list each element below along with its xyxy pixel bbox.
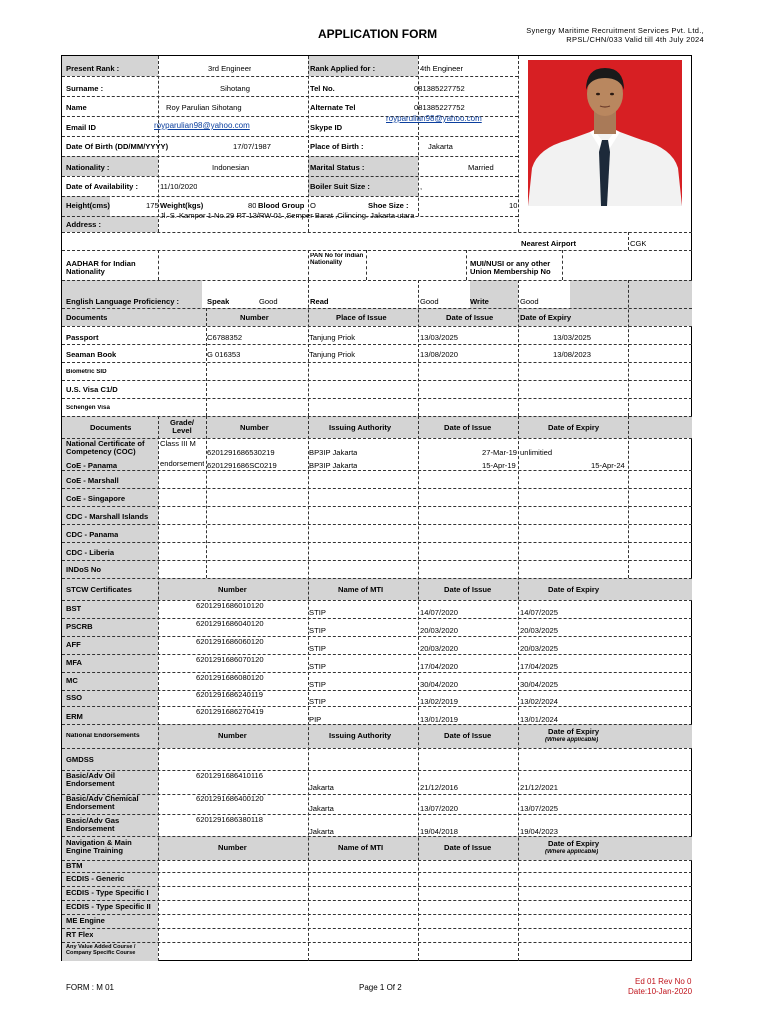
stcw-row-mti: STIP [309, 663, 326, 671]
rank-applied-value: 4th Engineer [420, 65, 464, 73]
nat-header-expiry: Date of Expiry [548, 728, 600, 736]
doc-row-name: Seaman Book [66, 351, 117, 359]
doc-row-number: G 016353 [207, 351, 241, 359]
doc-row-place: Tanjung Priok [309, 334, 356, 342]
pob-value: Jakarta [428, 143, 453, 151]
shoe-label: Shoe Size : [368, 202, 409, 210]
coc-row-grade: Class III M [160, 440, 196, 448]
company-name: Synergy Maritime Recruitment Services Pvt. Ltd., [526, 26, 704, 35]
stcw-row-number: 6201291686040120 [196, 620, 264, 628]
person-photo-icon [528, 60, 682, 206]
alt-tel-value: 081385227752 [414, 104, 465, 112]
doc-row-issue: 13/08/2020 [420, 351, 459, 359]
stcw-row-number: 6201291686010120 [196, 602, 264, 610]
nat-row-authority: Jakarta [309, 805, 334, 813]
stcw-row-expiry: 20/03/2025 [520, 627, 559, 635]
doc-row-name: Biometric SID [66, 369, 107, 375]
nationality-value: Indonesian [212, 164, 250, 172]
stcw-row-issue: 20/03/2020 [420, 645, 459, 653]
train-row-name: ECDIS - Type Specific II [66, 903, 151, 911]
nat-row-expiry: 19/04/2023 [520, 828, 559, 836]
coc-row-name: National Certificate of Competency (COC) [66, 440, 145, 457]
doc-header-issue: Date of Issue [446, 314, 494, 322]
aadhar-label: AADHAR for Indian Nationality [66, 260, 136, 277]
stcw-row-expiry: 14/07/2025 [520, 609, 559, 617]
nat-row-issue: 21/12/2016 [420, 784, 459, 792]
blood-value: O [310, 202, 316, 210]
train-row-name: ECDIS - Type Specific I [66, 889, 149, 897]
stcw-row-number: 6201291686270419 [196, 708, 264, 716]
stcw-row-expiry: 30/04/2025 [520, 681, 559, 689]
form-title: APPLICATION FORM [318, 27, 438, 41]
doc-row-expiry: 13/08/2023 [553, 351, 592, 359]
read-label: Read [310, 298, 329, 306]
doc-header-place: Place of Issue [336, 314, 387, 322]
nat-row-name: GMDSS [66, 756, 94, 764]
availability-value: 11/10/2020 [160, 183, 198, 191]
stcw-row-name: AFF [66, 641, 81, 649]
write-label: Write [470, 298, 489, 306]
stcw-row-name: MFA [66, 659, 83, 667]
nat-row-expiry: 21/12/2021 [520, 784, 559, 792]
coc-row-grade: endorsement [160, 460, 205, 468]
stcw-row-issue: 13/01/2019 [420, 716, 459, 724]
stcw-row-mti: STIP [309, 681, 326, 689]
speak-value: Good [259, 298, 278, 306]
stcw-row-name: PSCRB [66, 623, 93, 631]
speak-label: Speak [207, 298, 230, 306]
alt-tel-label: Alternate Tel [310, 104, 356, 112]
train-header-expiry: Date of Expiry [548, 840, 600, 848]
height-value: 175 [146, 202, 159, 210]
train-header-mti: Name of MTI [338, 844, 384, 852]
stcw-row-mti: PIP [309, 716, 322, 724]
skype-label: Skype ID [310, 124, 343, 132]
pan-label: PAN No for Indian Nationality [310, 253, 364, 266]
stcw-header-issue: Date of Issue [444, 586, 492, 594]
email-link[interactable]: royparulian98@yahoo.com [154, 122, 250, 130]
stcw-row-name: MC [66, 677, 78, 685]
doc-header-expiry: Date of Expiry [520, 314, 572, 322]
stcw-row-issue: 17/04/2020 [420, 663, 459, 671]
stcw-row-number: 6201291686070120 [196, 656, 264, 664]
coc-row-expiry: unlimitied [520, 449, 553, 457]
applicant-photo [528, 60, 682, 206]
stcw-row-name: SSO [66, 694, 83, 702]
coc-row-authority: BP3IP Jakarta [309, 462, 358, 470]
rpsl-number: RPSL/CHN/033 Valid till 4th July 2024 [566, 35, 704, 44]
form-number: FORM : M 01 [66, 983, 115, 992]
nat-row-name: Basic/Adv Gas Endorsement [66, 817, 120, 834]
stcw-row-mti: STIP [309, 645, 326, 653]
read-value: Good [420, 298, 439, 306]
write-value: Good [520, 298, 539, 306]
nat-header-name: National Endorsements [66, 733, 140, 739]
nat-header-authority: Issuing Authority [329, 732, 392, 740]
marital-label: Marital Status : [310, 164, 365, 172]
email-label: Email ID [66, 124, 96, 132]
nat-row-authority: Jakarta [309, 828, 334, 836]
nat-row-number: 6201291686410116 [196, 772, 264, 780]
coc-header-number: Number [240, 424, 269, 432]
train-row-name: ME Engine [66, 917, 105, 925]
coc-header-issue: Date of Issue [444, 424, 492, 432]
nat-row-number: 6201291686400120 [196, 795, 264, 803]
stcw-row-mti: STIP [309, 627, 326, 635]
coc-row-name: INDoS No [66, 566, 102, 574]
coc-header-authority: Issuing Authority [329, 424, 392, 432]
name-value: Roy Parulian Sihotang [166, 104, 242, 112]
doc-row-number: C6788352 [207, 334, 243, 342]
skype-link[interactable]: royparulian98@yahoo.com [386, 115, 482, 123]
coc-row-name: CoE - Singapore [66, 495, 126, 503]
train-row-name: BTM [66, 862, 83, 870]
train-row-name: ECDIS - Generic [66, 875, 125, 883]
surname-value: Sihotang [220, 85, 250, 93]
doc-row-name: Passport [66, 334, 99, 342]
airport-value: CGK [630, 240, 647, 248]
train-header-name: Navigation & Main Engine Training [66, 839, 132, 856]
doc-header-name: Documents [66, 314, 108, 322]
boiler-label: Boiler Suit Size : [310, 183, 370, 191]
address-label: Address : [66, 221, 102, 229]
doc-row-expiry: 13/03/2025 [553, 334, 592, 342]
surname-label: Surname : [66, 85, 104, 93]
nat-header-issue: Date of Issue [444, 732, 492, 740]
doc-row-name: U.S. Visa C1/D [66, 386, 118, 394]
pob-label: Place of Birth : [310, 143, 364, 151]
nat-row-name: Basic/Adv Chemical Endorsement [66, 795, 139, 812]
stcw-row-name: ERM [66, 713, 83, 721]
nat-row-name: Basic/Adv Oil Endorsement [66, 772, 115, 789]
stcw-row-expiry: 20/03/2025 [520, 645, 559, 653]
present-rank-label: Present Rank : [66, 65, 120, 73]
nat-row-expiry: 13/07/2025 [520, 805, 559, 813]
nat-row-issue: 19/04/2018 [420, 828, 459, 836]
dob-value: 17/07/1987 [233, 143, 272, 151]
stcw-header-expiry: Date of Expiry [548, 586, 600, 594]
tel-value: 081385227752 [414, 85, 465, 93]
boiler-value: , [420, 183, 423, 191]
nationality-label: Nationality : [66, 164, 110, 172]
page-number: Page 1 Of 2 [359, 983, 402, 992]
doc-row-issue: 13/03/2025 [420, 334, 459, 342]
stcw-row-number: 6201291686240119 [196, 691, 264, 699]
stcw-row-issue: 13/02/2019 [420, 698, 459, 706]
coc-header-expiry: Date of Expiry [548, 424, 600, 432]
rank-applied-label: Rank Applied for : [310, 65, 376, 73]
english-label: English Language Proficiency : [66, 298, 180, 306]
revision-date: Date:10-Jan-2020 [628, 987, 693, 996]
coc-row-name: CoE - Panama [66, 462, 118, 470]
stcw-row-mti: STIP [309, 698, 326, 706]
doc-header-number: Number [240, 314, 269, 322]
train-header-where: (Where applicable) [545, 849, 599, 855]
nat-row-issue: 13/07/2020 [420, 805, 459, 813]
present-rank-value: 3rd Engineer [208, 65, 252, 73]
train-row-name: Any Value Added Course / Company Specific Course [66, 944, 136, 957]
coc-row-issue: 27-Mar-19 [482, 449, 518, 457]
doc-row-name: Schengen Visa [66, 405, 110, 411]
stcw-row-number: 6201291686060120 [196, 638, 264, 646]
doc-row-place: Tanjung Priok [309, 351, 356, 359]
availability-label: Date of Availability : [66, 183, 139, 191]
coc-row-number: 6201291686530219 [207, 449, 275, 457]
stcw-row-expiry: 17/04/2025 [520, 663, 559, 671]
stcw-header-name: STCW Certificates [66, 586, 132, 594]
nat-header-number: Number [218, 732, 247, 740]
nat-row-number: 6201291686380118 [196, 816, 264, 824]
coc-row-authority: BP3IP Jakarta [309, 449, 358, 457]
coc-row-name: CoE - Marshall [66, 477, 119, 485]
name-label: Name [66, 104, 87, 112]
coc-row-name: CDC - Panama [66, 531, 119, 539]
mui-label: MUI/NUSI or any other Union Membership No [470, 260, 551, 277]
stcw-row-issue: 14/07/2020 [420, 609, 459, 617]
nat-header-where: (Where applicable) [545, 737, 599, 743]
stcw-row-expiry: 13/01/2024 [520, 716, 559, 724]
coc-row-issue: 15-Apr-19 [482, 462, 516, 470]
stcw-header-number: Number [218, 586, 247, 594]
coc-row-number: 6201291686SC0219 [207, 462, 277, 470]
stcw-row-mti: STIP [309, 609, 326, 617]
coc-header-name: Documents [90, 424, 132, 432]
coc-row-expiry: 15-Apr-24 [591, 462, 625, 470]
dob-label: Date Of Birth (DD/MM/YYYY) [66, 143, 169, 151]
airport-label: Nearest Airport [521, 240, 576, 248]
train-header-number: Number [218, 844, 247, 852]
height-label: Height(cms) [66, 202, 110, 210]
train-header-issue: Date of Issue [444, 844, 492, 852]
stcw-row-number: 6201291686080120 [196, 674, 264, 682]
tel-label: Tel No. [310, 85, 335, 93]
revision: Ed 01 Rev No 0 [635, 977, 692, 986]
weight-value: 80 [248, 202, 257, 210]
stcw-header-mti: Name of MTI [338, 586, 384, 594]
coc-row-name: CDC - Liberia [66, 549, 115, 557]
coc-header-grade: Grade/ Level [169, 419, 195, 436]
stcw-row-issue: 30/04/2020 [420, 681, 459, 689]
train-row-name: RT Flex [66, 931, 94, 939]
address-value: Jl. S. Kamper 1 No.29 RT 13/RW 01 ,Semper Barat ,Cilincing. Jakarta utara [160, 212, 415, 220]
blood-label: Blood Group [258, 202, 305, 210]
marital-value: Married [468, 164, 494, 172]
shoe-value: 10 [509, 202, 518, 210]
coc-row-name: CDC - Marshall Islands [66, 513, 149, 521]
weight-label: Weight(kgs) [160, 202, 204, 210]
nat-row-authority: Jakarta [309, 784, 334, 792]
stcw-row-issue: 20/03/2020 [420, 627, 459, 635]
stcw-row-expiry: 13/02/2024 [520, 698, 559, 706]
stcw-row-name: BST [66, 605, 82, 613]
